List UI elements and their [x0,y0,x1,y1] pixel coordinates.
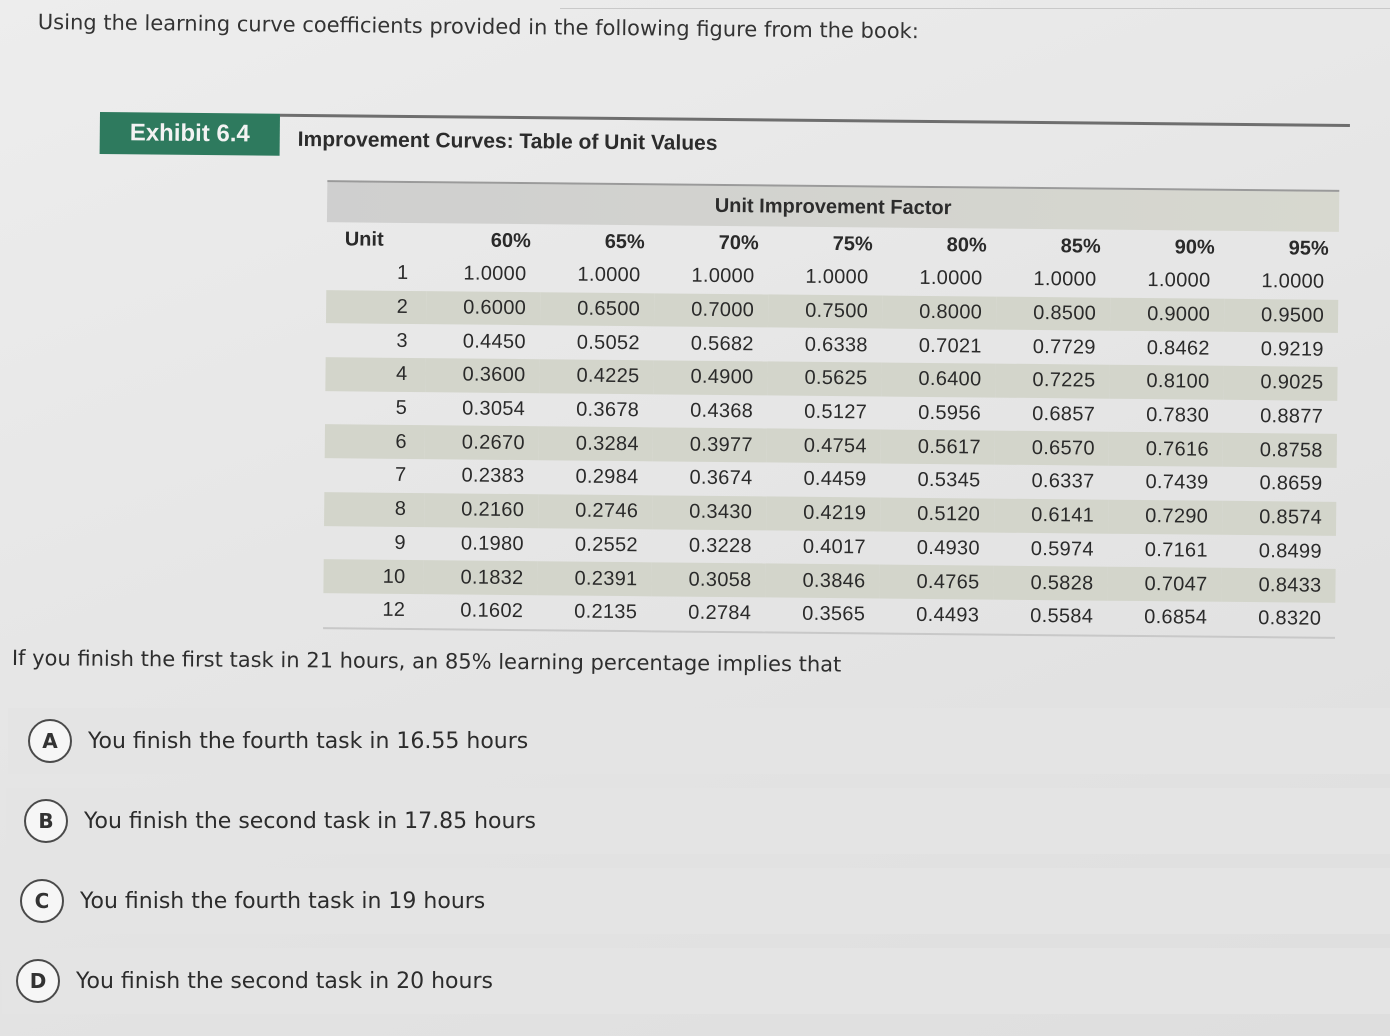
value-cell: 0.4765 [879,565,993,600]
value-cell: 0.5682 [690,332,754,356]
unit-cell: 5 [395,396,408,420]
exhibit-rule [280,114,1350,127]
value-cell: 1.0000 [577,263,641,287]
column-header: 60% [490,229,531,252]
value-cell: 0.8758 [1223,433,1337,468]
value-cell: 0.2984 [575,466,639,489]
value-cell: 0.8877 [1260,405,1324,428]
column-header: 65% [604,230,645,253]
value-cell: 0.3228 [688,534,752,558]
value-cell: 0.2784 [651,596,765,632]
value-cell: 0.9000 [1110,297,1224,332]
column-header: 80% [946,233,987,257]
value-cell: 0.5956 [918,401,982,425]
value-cell: 0.3284 [539,427,653,462]
value-cell: 0.5127 [804,400,868,424]
table-group-header: Unit Improvement Factor [327,180,1339,232]
value-cell: 0.1832 [423,560,537,595]
value-cell: 0.6857 [1032,403,1096,426]
value-cell: 0.6570 [995,431,1109,466]
value-cell: 0.3977 [653,428,767,463]
value-cell: 1.0000 [1033,268,1097,291]
value-cell: 0.6337 [1031,470,1095,494]
value-cell: 0.3678 [576,398,640,422]
value-cell: 0.8100 [1109,365,1223,400]
value-cell: 0.7225 [995,364,1109,399]
value-cell: 0.7021 [918,334,982,358]
value-cell: 0.4900 [653,360,767,395]
value-cell: 0.5052 [576,331,640,354]
exhibit-title: Improvement Curves: Table of Unit Values [297,127,718,155]
value-cell: 0.6141 [994,498,1108,533]
option-c[interactable] [4,868,1390,934]
value-cell: 0.7616 [1109,432,1223,467]
column-header: Unit [344,227,384,251]
value-cell: 1.0000 [805,266,869,289]
value-cell: 0.6854 [1107,601,1221,637]
value-cell: 0.4219 [766,496,880,531]
unit-cell: 2 [326,290,426,325]
option-d-text: You finish the second task in 20 hours [76,968,493,994]
column-header: 75% [832,232,873,255]
value-cell: 0.3674 [689,467,753,490]
value-cell: 0.7290 [1108,500,1222,535]
unit-cell: 3 [396,329,408,352]
unit-cell: 1 [396,262,409,285]
value-cell: 0.9219 [1260,337,1324,361]
value-cell: 0.2383 [461,464,525,488]
exhibit-figure [100,112,1350,630]
value-cell: 0.2135 [537,595,651,631]
value-cell: 0.7830 [1146,404,1210,427]
value-cell: 0.8000 [882,295,996,330]
option-a[interactable] [8,708,1390,774]
value-cell: 0.3565 [765,597,879,633]
value-cell: 0.2746 [538,494,652,529]
value-cell: 0.5828 [993,566,1107,601]
value-cell: 0.2160 [424,493,538,528]
value-cell: 1.0000 [463,262,527,286]
value-cell: 0.6500 [540,292,654,327]
option-d-badge: D [16,959,60,1003]
value-cell: 0.2670 [425,426,539,461]
option-c-badge: C [20,879,64,923]
option-c-text: You finish the fourth task in 19 hours [80,888,486,914]
value-cell: 1.0000 [691,265,755,288]
column-header: 90% [1174,235,1215,259]
unit-cell: 10 [323,559,423,594]
column-header: 70% [718,231,759,254]
value-cell: 0.1602 [423,594,537,630]
column-header: 85% [1060,234,1101,258]
value-cell: 0.3054 [462,397,526,421]
exhibit-header [100,112,1350,168]
value-cell: 0.7729 [1032,335,1096,359]
table-body [323,256,1339,637]
value-cell: 0.7500 [768,294,882,329]
value-cell: 0.7000 [654,293,768,328]
value-cell: 0.2391 [537,561,651,596]
value-cell: 0.8574 [1222,501,1336,536]
question-text: If you finish the first task in 21 hours, an 85% learning percentage implies that [11,646,842,677]
value-cell: 0.5625 [767,361,881,396]
value-cell: 0.5584 [993,599,1107,635]
value-cell: 0.8500 [996,296,1110,331]
value-cell: 0.8659 [1259,472,1323,496]
value-cell: 0.3600 [425,358,539,393]
value-cell: 0.8499 [1258,539,1322,563]
value-cell: 0.6000 [426,291,540,326]
value-cell: 0.5120 [880,497,994,532]
value-cell: 0.7439 [1145,471,1209,495]
intro-text: Using the learning curve coefficients provided in the following figure from the book: [37,10,919,44]
unit-cell: 7 [394,464,407,487]
value-cell: 0.4017 [802,535,866,559]
value-cell: 0.8433 [1221,568,1335,603]
value-cell: 0.4368 [690,399,754,423]
value-cell: 0.3846 [765,564,879,599]
value-cell: 0.6400 [881,363,995,398]
value-cell: 0.3430 [652,495,766,530]
value-cell: 0.8320 [1221,602,1335,638]
option-b[interactable] [6,788,1390,854]
value-cell: 0.4754 [767,429,881,464]
value-cell: 1.0000 [1147,269,1211,293]
value-cell: 0.4459 [803,468,867,491]
value-cell: 0.5974 [1030,537,1094,561]
value-cell: 0.9025 [1223,366,1337,401]
value-cell: 0.4450 [462,330,526,353]
option-b-text: You finish the second task in 17.85 hours [84,808,536,834]
unit-values-table [323,222,1339,638]
value-cell: 1.0000 [1261,270,1325,294]
value-cell: 0.4493 [879,598,993,634]
value-cell: 0.8462 [1146,336,1210,360]
option-d[interactable] [2,948,1390,1014]
unit-cell: 4 [325,357,425,392]
value-cell: 0.5617 [881,430,995,465]
unit-cell: 12 [323,593,423,629]
value-cell: 0.1980 [460,532,524,555]
option-a-badge: A [28,719,72,763]
value-cell: 0.7161 [1144,538,1208,562]
top-divider [560,8,1390,9]
option-a-text: You finish the fourth task in 16.55 hours [88,728,529,754]
unit-cell: 6 [325,425,425,460]
value-cell: 0.9500 [1224,298,1338,333]
value-cell: 0.4930 [916,536,980,560]
value-cell: 0.3058 [651,563,765,598]
improvement-table [323,180,1339,638]
unit-cell: 8 [324,492,424,527]
unit-cell: 9 [394,531,406,554]
value-cell: 0.5345 [917,469,981,492]
option-b-badge: B [24,799,68,843]
value-cell: 1.0000 [919,267,983,290]
exhibit-tag: Exhibit 6.4 [100,112,280,156]
column-header: 95% [1288,236,1329,260]
value-cell: 0.7047 [1107,567,1221,602]
value-cell: 0.6338 [804,333,868,357]
value-cell: 0.4225 [539,359,653,394]
value-cell: 0.2552 [574,533,638,557]
